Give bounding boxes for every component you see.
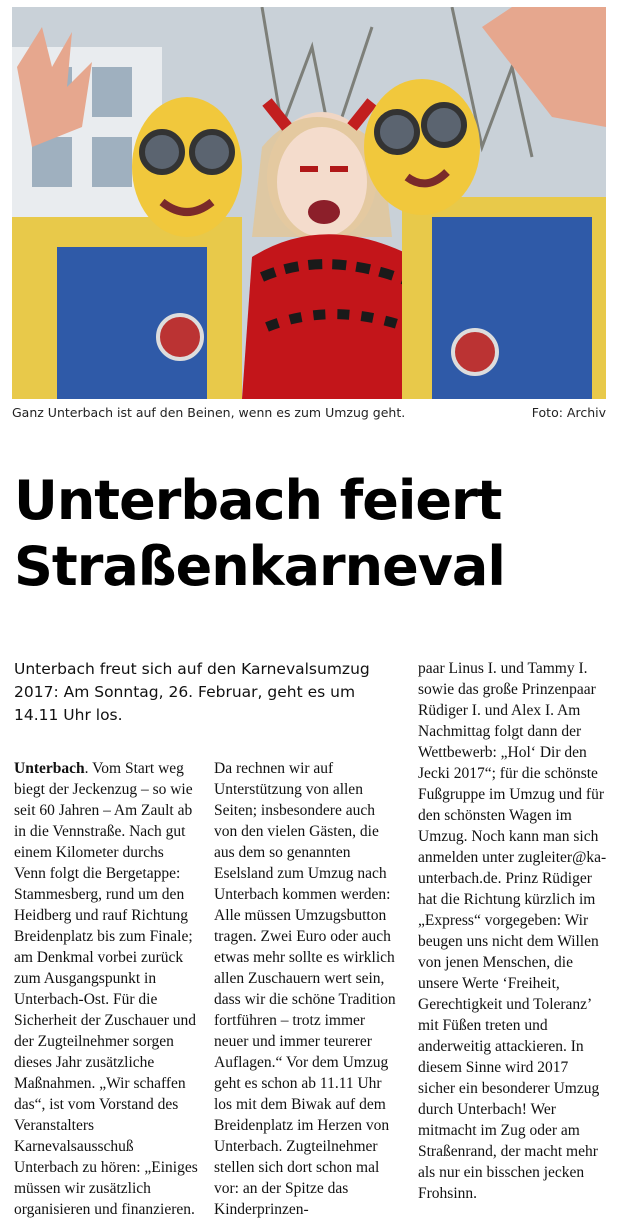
- article-column-3: [418, 658, 608, 1204]
- headline-line-2: Straßenkarneval: [14, 535, 505, 598]
- dateline: Unterbach: [14, 760, 85, 777]
- article-column-2-text: Da rechnen wir auf Unterstützung von allen Seiten; insbesondere auch von den vielen Gästen, die aus dem so genannten Eselsland zum Umzug nach Unterbach kommen werden: Alle müssen Umzugsbutton tragen. Zwei Euro oder auch etwas mehr sollte es wirklich allen Zuschauern wert sein, dass wir die schöne Tradition fortführen – trotz immer neuer und immer teurerer Auflagen.“ Vor dem Umzug geht es schon ab 11.11 Uhr los mit dem Biwak auf dem Breidenplatz im Herzen von Unterbach. Zugteilnehmer stellen sich dort schon mal vor: an der Spitze das Kinderprinzen-: [214, 760, 396, 1218]
- headline: [14, 468, 604, 600]
- photo-credit: Foto: Archiv: [531, 405, 606, 420]
- photo-caption: Ganz Unterbach ist auf den Beinen, wenn es zum Umzug geht.: [12, 405, 406, 420]
- article-column-1: [14, 758, 199, 1220]
- article-column-2: [214, 758, 399, 1220]
- article-column-3-text: paar Linus I. und Tammy I. sowie das große Prinzenpaar Rüdiger I. und Alex I. Am Nachmittag folgt dann der Wettbewerb: „Hol‘ Dir den Jecki 2017“; für die schönste Fußgruppe im Umzug und für den schönsten Wagen im Umzug. Noch kann man sich anmelden unter zugleiter@ka-unterbach.de. Prinz Rüdiger hat die Richtung kürzlich im „Express“ vorgegeben: Wir beugen uns nicht dem Willen von jenen Menschen, die unsere Werte ‘Freiheit, Gerechtigkeit und Toleranz’ mit Füßen treten und anderweitig attackieren. In diesem Sinne wird 2017 sicher ein besonderer Umzug durch Unterbach! Wer mitmacht im Zug oder am Straßenrand, der macht mehr als nur ein bisschen jecken Frohsinn.: [418, 660, 607, 1202]
- article-column-1-text: . Vom Start weg biegt der Jeckenzug – so wie seit 60 Jahren – Am Zault ab in die Vennstraße. Nach gut einem Kilometer durchs Venn folgt die Bergetappe: Stammesberg, rund um den Heidberg und rauf Richtung Breidenplatz bis zum Finale; am Denkmal vorbei zurück zum Ausgangspunkt in Unterbach-Ost. Für die Sicherheit der Zuschauer und der Zugteilnehmer sorgen dieses Jahr zusätzliche Maßnahmen. „Wir schaffen das“, ist vom Vorstand des Veranstalters Karnevalsausschuß Unterbach zu hören: „Einiges müssen wir zusätzlich organisieren und finanzieren.: [14, 760, 198, 1218]
- headline-line-1: Unterbach feiert: [14, 469, 502, 532]
- lead-paragraph: Unterbach freut sich auf den Karnevalsumzug 2017: Am Sonntag, 26. Februar, geht es um 14.11 Uhr los.: [14, 660, 370, 724]
- carnival-photo: [12, 7, 606, 399]
- photo-caption-row: [12, 402, 606, 424]
- carnival-photo-illustration: [12, 7, 606, 399]
